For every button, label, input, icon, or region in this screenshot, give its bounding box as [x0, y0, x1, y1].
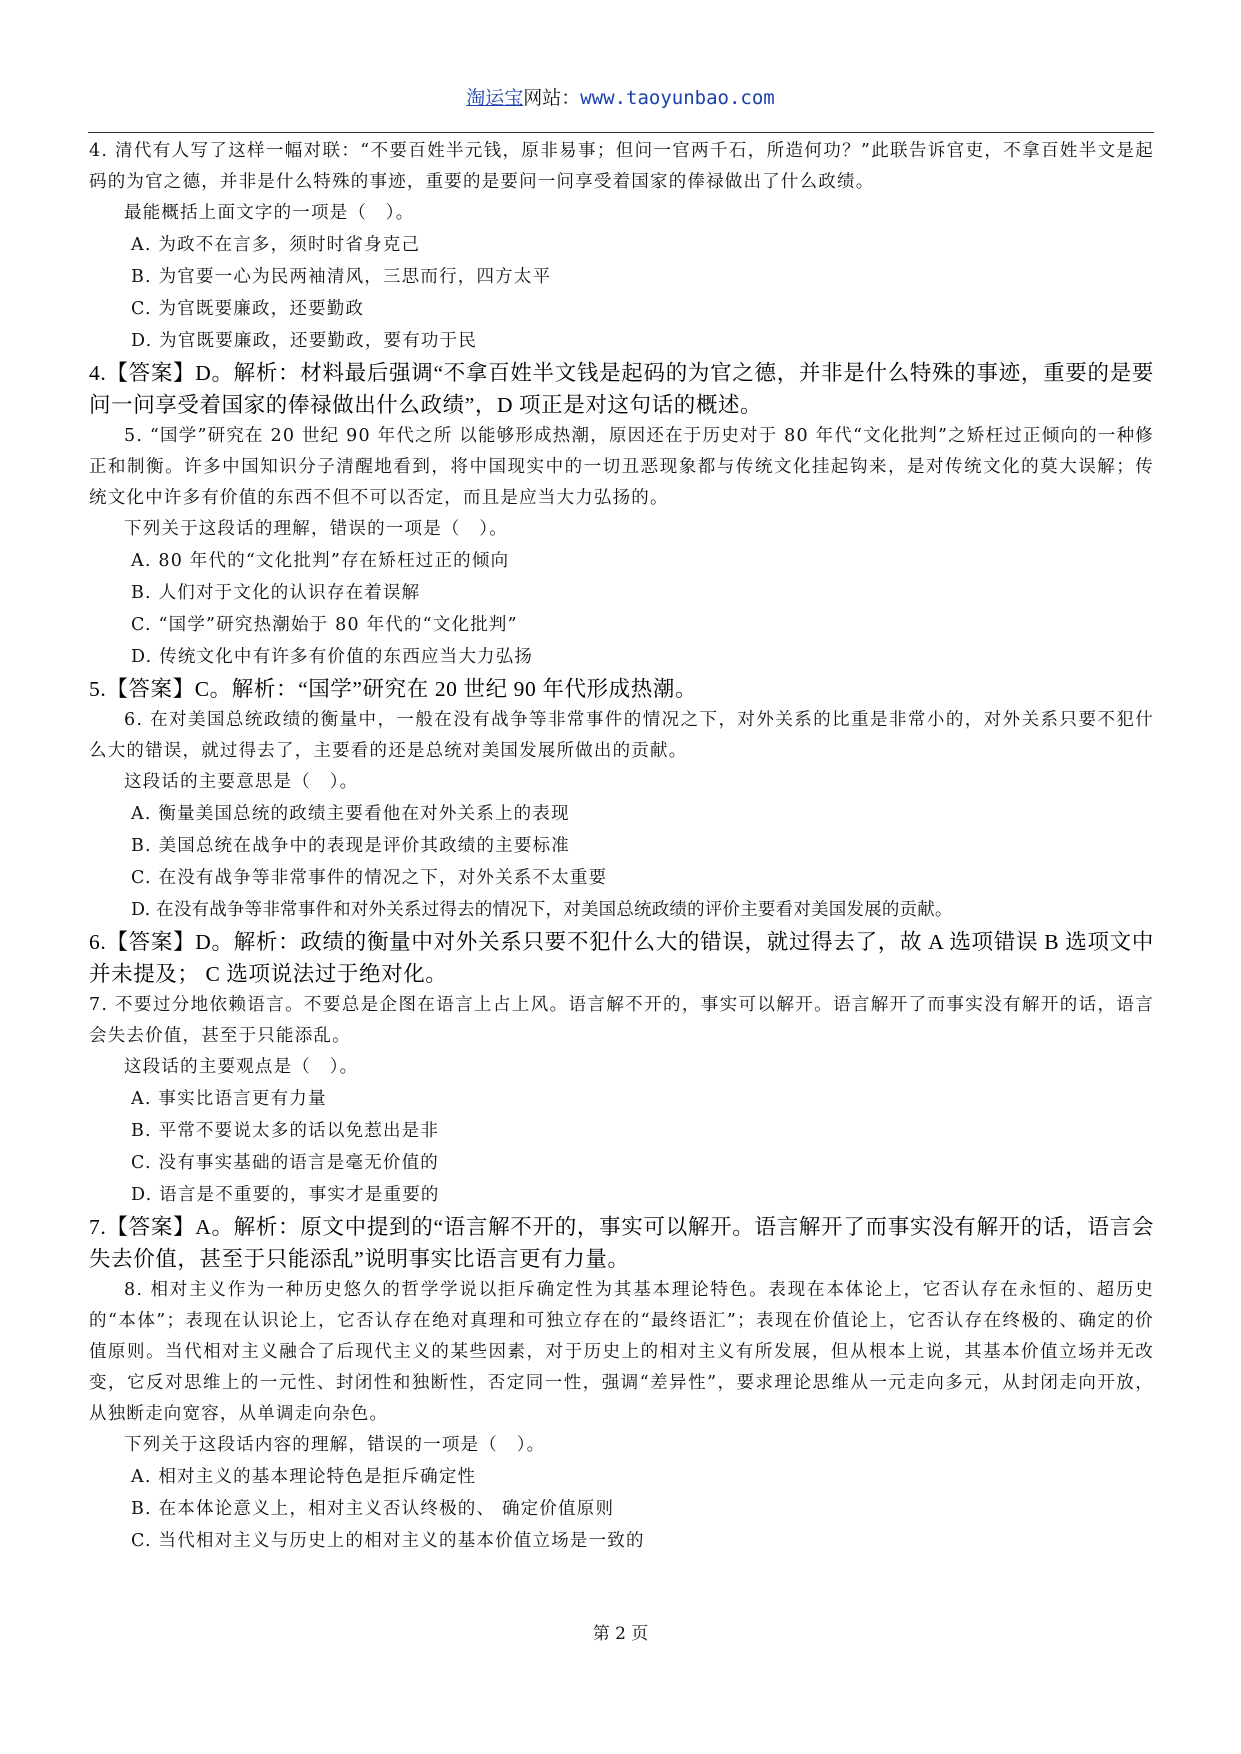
answer-explanation: 6.【答案】D。解析：政绩的衡量中对外关系只要不犯什么大的错误，就过得去了，故 A 选项错误 B 选项文中并未提及； C 选项说法过于绝对化。: [89, 930, 1154, 986]
page-header: [0, 86, 1241, 110]
question-stem: 8. 相对主义作为一种历史悠久的哲学学说以拒斥确定性为其基本理论特色。表现在本体论上，它否认存在永恒的、超历史的“本体”；表现在认识论上，它否认存在绝对真理和可独立存在的“最终语汇”；表现在价值论上，它否认存在终极的、确定的价值原则。当代相对主义融合了后现代主义的某些因素，对于历史上的相对主义有所发展，但从根本上说，其基本价值立场并无改变，它反对思维上的一元性、封闭性和独断性，否定同一性，强调“差异性”，要求理论思维从一元走向多元，从封闭走向开放，从独断走向宽容，从单调走向杂色。: [89, 1280, 1154, 1424]
header-divider: [88, 132, 1154, 133]
option-a: A. 为政不在言多，须时时省身克己: [131, 235, 421, 255]
question-prompt: 下列关于这段话的理解，错误的一项是（ ）。: [124, 519, 508, 539]
question-stem: 4. 清代有人写了这样一幅对联：“不要百姓半元钱，原非易事；但问一官两千石，所造何功？”此联告诉官吏，不拿百姓半文是起码的为官之德，并非是什么特殊的事迹，重要的是要问一问享受着国家的俸禄做出了什么政绩。: [89, 141, 1154, 192]
document-body: [89, 136, 1154, 1557]
question-block: [89, 421, 1154, 705]
option-d: D. 语言是不重要的，事实才是重要的: [131, 1185, 440, 1205]
question-stem: 6. 在对美国总统政绩的衡量中，一般在没有战争等非常事件的情况之下，对外关系的比重是非常小的，对外关系只要不犯什么大的错误，就过得去了，主要看的还是总统对美国发展所做出的贡献。: [89, 710, 1154, 761]
option-c: C. “国学”研究热潮始于 80 年代的“文化批判”: [131, 615, 518, 635]
option-a: A. 80 年代的“文化批判”存在矫枉过正的倾向: [131, 551, 510, 571]
page-number: 第 2 页: [592, 1624, 649, 1644]
site-url[interactable]: www.taoyunbao.com: [580, 87, 775, 109]
question-prompt: 最能概括上面文字的一项是（ ）。: [124, 203, 415, 223]
site-link[interactable]: 淘运宝: [466, 87, 524, 109]
option-b: B. 在本体论意义上，相对主义否认终极的、 确定价值原则: [131, 1499, 615, 1519]
question-stem: 7. 不要过分地依赖语言。不要总是企图在语言上占上风。语言解不开的，事实可以解开。语言解开了而事实没有解开的话，语言会失去价值，甚至于只能添乱。: [89, 995, 1154, 1046]
option-c: C. 没有事实基础的语言是毫无价值的: [131, 1153, 439, 1173]
option-c: C. 在没有战争等非常事件的情况之下，对外关系不太重要: [131, 868, 608, 888]
question-block: [89, 990, 1154, 1275]
question-prompt: 下列关于这段话内容的理解，错误的一项是（ ）。: [124, 1435, 546, 1455]
question-block: [89, 705, 1154, 990]
question-stem: 5. “国学”研究在 20 世纪 90 年代之所 以能够形成热潮，原因还在于历史对于 80 年代“文化批判”之矫枉过正倾向的一种修正和制衡。许多中国知识分子清醒地看到，将中国现实中的一切丑恶现象都与传统文化挂起钩来，是对传统文化的莫大误解；传统文化中许多有价值的东西不但不可以否定，而且是应当大力弘扬的。: [89, 426, 1154, 508]
site-label: 网站：: [523, 87, 581, 109]
option-d: D. 在没有战争等非常事件和对外关系过得去的情况下，对美国总统政绩的评价主要看对美国发展的贡献。: [131, 900, 953, 920]
option-a: A. 衡量美国总统的政绩主要看他在对外关系上的表现: [131, 804, 570, 824]
option-a: A. 事实比语言更有力量: [131, 1089, 327, 1109]
option-c: C. 当代相对主义与历史上的相对主义的基本价值立场是一致的: [131, 1531, 645, 1551]
option-b: B. 人们对于文化的认识存在着误解: [131, 583, 421, 603]
question-prompt: 这段话的主要意思是（ ）。: [124, 772, 359, 792]
question-block: [89, 136, 1154, 421]
option-d: D. 为官既要廉政，还要勤政，要有功于民: [131, 331, 478, 351]
answer-explanation: 4.【答案】D。解析：材料最后强调“不拿百姓半文钱是起码的为官之德，并非是什么特殊的事迹，重要的是要问一问享受着国家的俸禄做出什么政绩”，D 项正是对这句话的概述。: [89, 361, 1154, 417]
option-c: C. 为官既要廉政，还要勤政: [131, 299, 365, 319]
answer-explanation: 7.【答案】A。解析：原文中提到的“语言解不开的，事实可以解开。语言解开了而事实没有解开的话，语言会失去价值，甚至于只能添乱”说明事实比语言更有力量。: [89, 1215, 1154, 1271]
option-b: B. 平常不要说太多的话以免惹出是非: [131, 1121, 440, 1141]
question-prompt: 这段话的主要观点是（ ）。: [124, 1057, 359, 1077]
option-a: A. 相对主义的基本理论特色是拒斥确定性: [131, 1467, 477, 1487]
question-block: [89, 1275, 1154, 1557]
option-b: B. 美国总统在战争中的表现是评价其政绩的主要标准: [131, 836, 570, 856]
option-b: B. 为官要一心为民两袖清风，三思而行，四方太平: [131, 267, 552, 287]
answer-explanation: 5.【答案】C。解析：“国学”研究在 20 世纪 90 年代形成热潮。: [89, 677, 698, 701]
option-d: D. 传统文化中有许多有价值的东西应当大力弘扬: [131, 647, 534, 667]
